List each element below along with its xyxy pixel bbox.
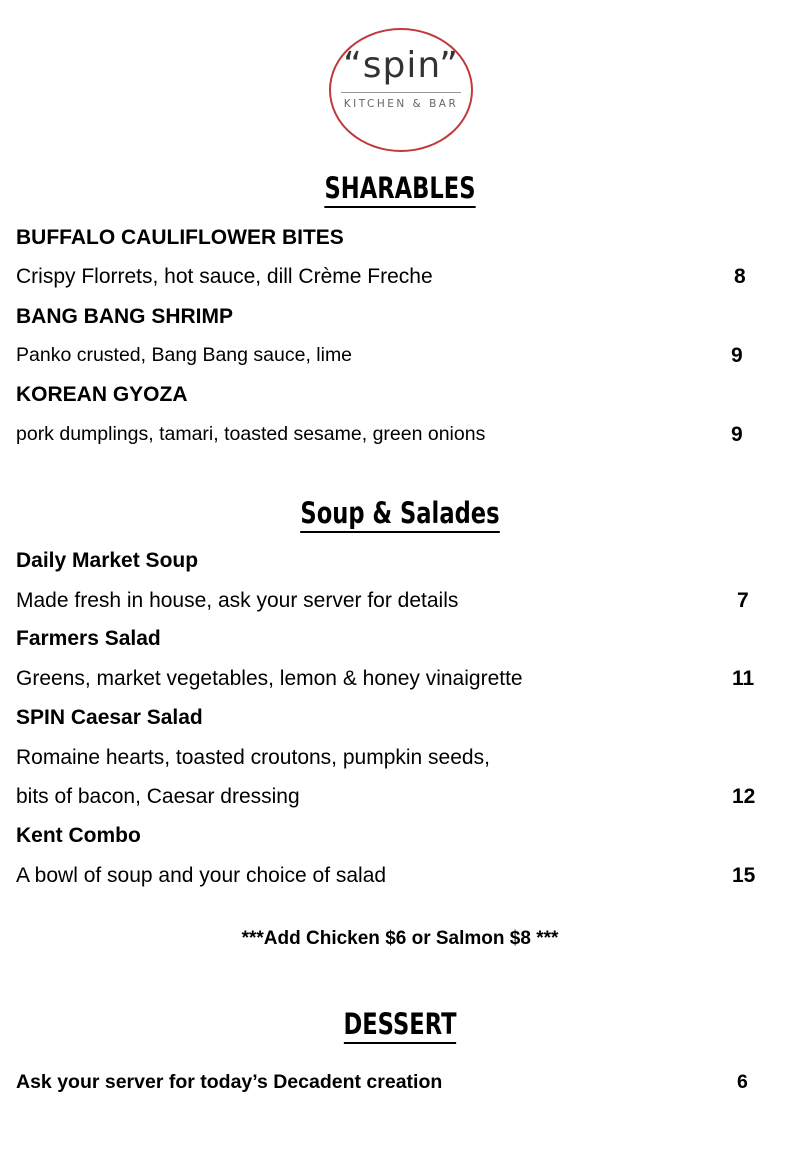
menu-item-name: Ask your server for today’s Decadent creation — [16, 1071, 443, 1093]
menu-item-description: Made fresh in house, ask your server for details — [16, 589, 459, 612]
menu-item-name: Daily Market Soup — [16, 549, 199, 572]
menu-item-price: 9 — [731, 344, 743, 367]
add-protein-note: ***Add Chicken $6 or Salmon $8 *** — [241, 928, 559, 949]
menu-item-name: BANG BANG SHRIMP — [16, 305, 234, 328]
menu-item-description: pork dumplings, tamari, toasted sesame, green onions — [16, 423, 486, 445]
menu-item-description: Greens, market vegetables, lemon & honey vinaigrette — [16, 667, 523, 690]
section-heading-soup-salades: Soup & Salades — [88, 499, 712, 528]
menu-item-name: KOREAN GYOZA — [16, 383, 188, 406]
menu-item-description: Romaine hearts, toasted croutons, pumpkin seeds, — [16, 746, 490, 769]
menu-item-price: 8 — [734, 265, 746, 288]
menu-item-name: Farmers Salad — [16, 627, 161, 650]
menu-item-description: Panko crusted, Bang Bang sauce, lime — [16, 344, 353, 366]
menu-item-price: 12 — [732, 785, 756, 808]
menu-item-name: BUFFALO CAULIFLOWER BITES — [16, 226, 344, 249]
menu-item-description: A bowl of soup and your choice of salad — [16, 864, 387, 887]
menu-item-name: SPIN Caesar Salad — [16, 706, 203, 729]
menu-item-price: 6 — [737, 1071, 748, 1093]
menu-item-name: Kent Combo — [16, 824, 141, 847]
section-heading-sharables: SHARABLES — [88, 174, 712, 203]
menu-item-description: Crispy Florrets, hot sauce, dill Crème Freche — [16, 265, 433, 288]
restaurant-logo — [329, 28, 473, 152]
menu-item-description-continued: bits of bacon, Caesar dressing — [16, 785, 300, 808]
menu-item-price: 7 — [737, 589, 749, 612]
logo-subtitle: KITCHEN & BAR — [341, 92, 461, 110]
logo-wordmark: “spin” — [343, 45, 459, 86]
menu-item-price: 15 — [732, 864, 756, 887]
menu-item-price: 9 — [731, 423, 743, 446]
menu-item-price: 11 — [732, 667, 755, 690]
section-heading-dessert: DESSERT — [88, 1010, 712, 1039]
